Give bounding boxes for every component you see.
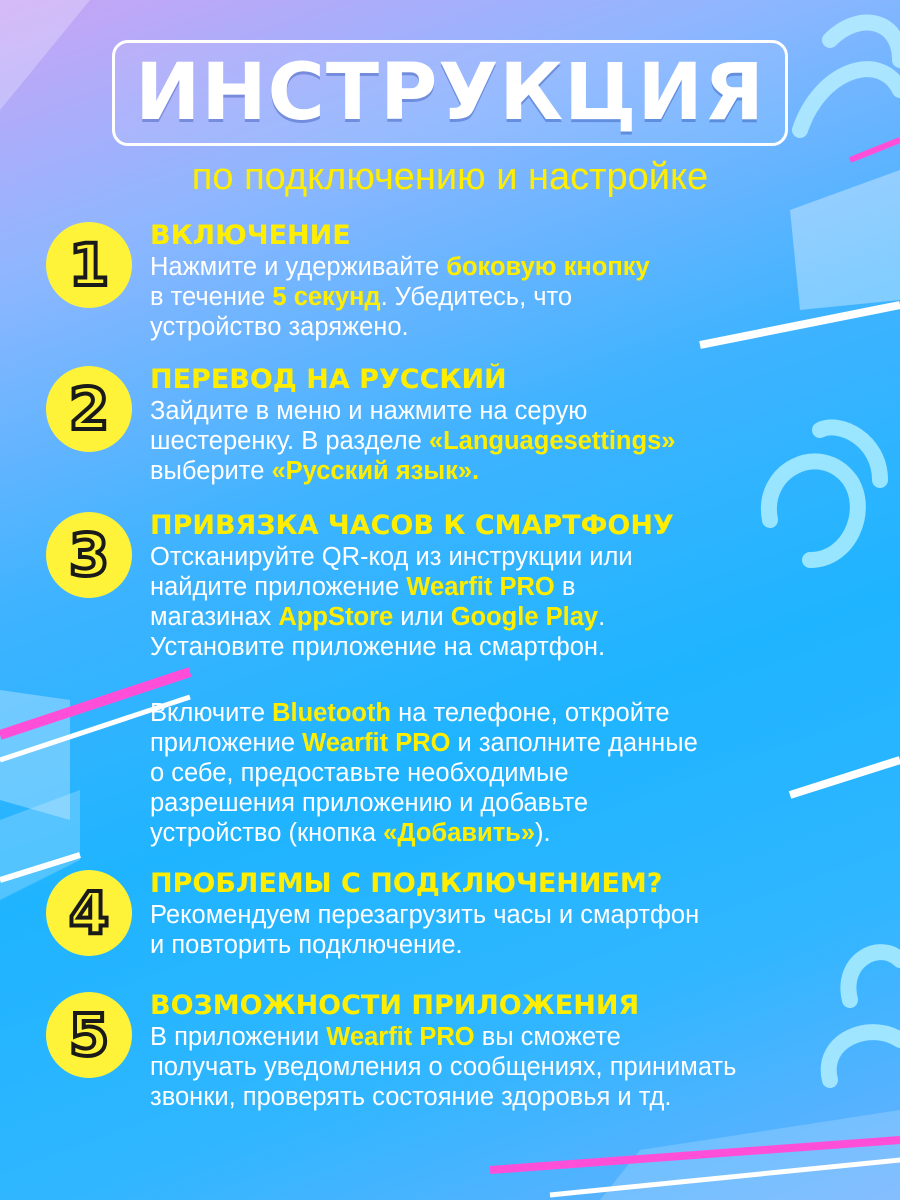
step-heading: ПЕРЕВОД НА РУССКИЙ — [150, 364, 507, 395]
text-segment: Установите приложение на смартфон. — [150, 633, 606, 661]
step-number-badge: 4 — [46, 870, 132, 956]
text-segment: Нажмите и удерживайте — [150, 253, 447, 281]
text-segment: и заполните данные — [450, 729, 698, 757]
text-segment: найдите приложение — [150, 573, 407, 601]
text-segment: ). — [535, 819, 551, 847]
step-text-line — [150, 602, 886, 632]
step-text-line — [150, 930, 886, 960]
text-segment: в течение — [150, 283, 273, 311]
step-content — [150, 698, 886, 848]
step-text-line — [150, 282, 886, 312]
text-segment: шестеренку. В разделе — [150, 427, 429, 455]
step-content — [150, 220, 886, 342]
text-segment: Отсканируйте QR-код из инструкции или — [150, 543, 633, 571]
step-heading: ПРИВЯЗКА ЧАСОВ К СМАРТФОНУ — [150, 510, 674, 541]
text-segment: Рекомендуем перезагрузить часы и смартфон — [150, 901, 700, 929]
text-segment: . Убедитесь, что — [380, 283, 573, 311]
highlighted-text: «Languagesettings» — [428, 427, 676, 455]
step-text-line — [150, 758, 886, 788]
text-segment: . — [598, 603, 606, 631]
highlighted-text: Google Play — [450, 603, 599, 631]
step-heading: ПРОБЛЕМЫ С ПОДКЛЮЧЕНИЕМ? — [150, 868, 663, 899]
step-text-line — [150, 900, 886, 930]
text-segment: или — [393, 603, 451, 631]
step-text-line — [150, 1052, 886, 1082]
highlighted-text: Wearfit PRO — [406, 573, 555, 601]
text-segment: вы сможете — [474, 1023, 621, 1051]
step-text-line — [150, 818, 886, 848]
text-segment: магазинах — [150, 603, 279, 631]
highlighted-text: AppStore — [278, 603, 394, 631]
text-segment: о себе, предоставьте необходимые — [150, 759, 569, 787]
page-title: ИНСТРУКЦИЯ — [135, 48, 765, 138]
step-text-line — [150, 572, 886, 602]
step-heading: ВОЗМОЖНОСТИ ПРИЛОЖЕНИЯ — [150, 990, 640, 1021]
highlighted-text: Wearfit PRO — [326, 1023, 475, 1051]
highlighted-text: 5 секунд — [272, 283, 381, 311]
text-segment: разрешения приложению и добавьте — [150, 789, 589, 817]
text-segment: В приложении — [150, 1023, 327, 1051]
step-content — [150, 990, 886, 1112]
step-text-line — [150, 1082, 886, 1112]
text-segment: устройство (кнопка — [150, 819, 384, 847]
step-text-line — [150, 632, 886, 662]
step-content — [150, 510, 886, 662]
step-text-line — [150, 728, 886, 758]
text-segment: устройство заряжено. — [150, 313, 409, 341]
text-segment: звонки, проверять состояние здоровья и тд. — [150, 1083, 672, 1111]
step-content — [150, 364, 886, 486]
step-text-line — [150, 788, 886, 818]
title-box — [112, 40, 788, 146]
step-text-line — [150, 312, 886, 342]
step-number-badge: 3 — [46, 512, 132, 598]
step-text-line — [150, 252, 886, 282]
text-segment: Зайдите в меню и нажмите на серую — [150, 397, 588, 425]
step-text-line — [150, 456, 886, 486]
step-text-line — [150, 396, 886, 426]
highlighted-text: «Русский язык». — [271, 457, 480, 485]
step-text-line — [150, 1022, 886, 1052]
step-heading: ВКЛЮЧЕНИЕ — [150, 220, 351, 251]
text-segment: и повторить подключение. — [150, 931, 463, 959]
step-text-line — [150, 698, 886, 728]
text-segment: выберите — [150, 457, 272, 485]
text-segment: в — [554, 573, 576, 601]
highlighted-text: Bluetooth — [272, 699, 392, 727]
text-segment: получать уведомления о сообщениях, принимать — [150, 1053, 737, 1081]
step-number-badge: 1 — [46, 222, 132, 308]
step-number-badge: 2 — [46, 366, 132, 452]
step-text-line — [150, 542, 886, 572]
step-number-badge: 5 — [46, 992, 132, 1078]
highlighted-text: боковую кнопку — [446, 253, 650, 281]
highlighted-text: «Добавить» — [383, 819, 536, 847]
text-segment: на телефоне, откройте — [391, 699, 670, 727]
highlighted-text: Wearfit PRO — [302, 729, 451, 757]
text-segment: приложение — [150, 729, 303, 757]
text-segment: Включите — [150, 699, 273, 727]
step-text-line — [150, 426, 886, 456]
step-content — [150, 868, 886, 960]
page-subtitle: по подключению и настройке — [191, 156, 709, 198]
